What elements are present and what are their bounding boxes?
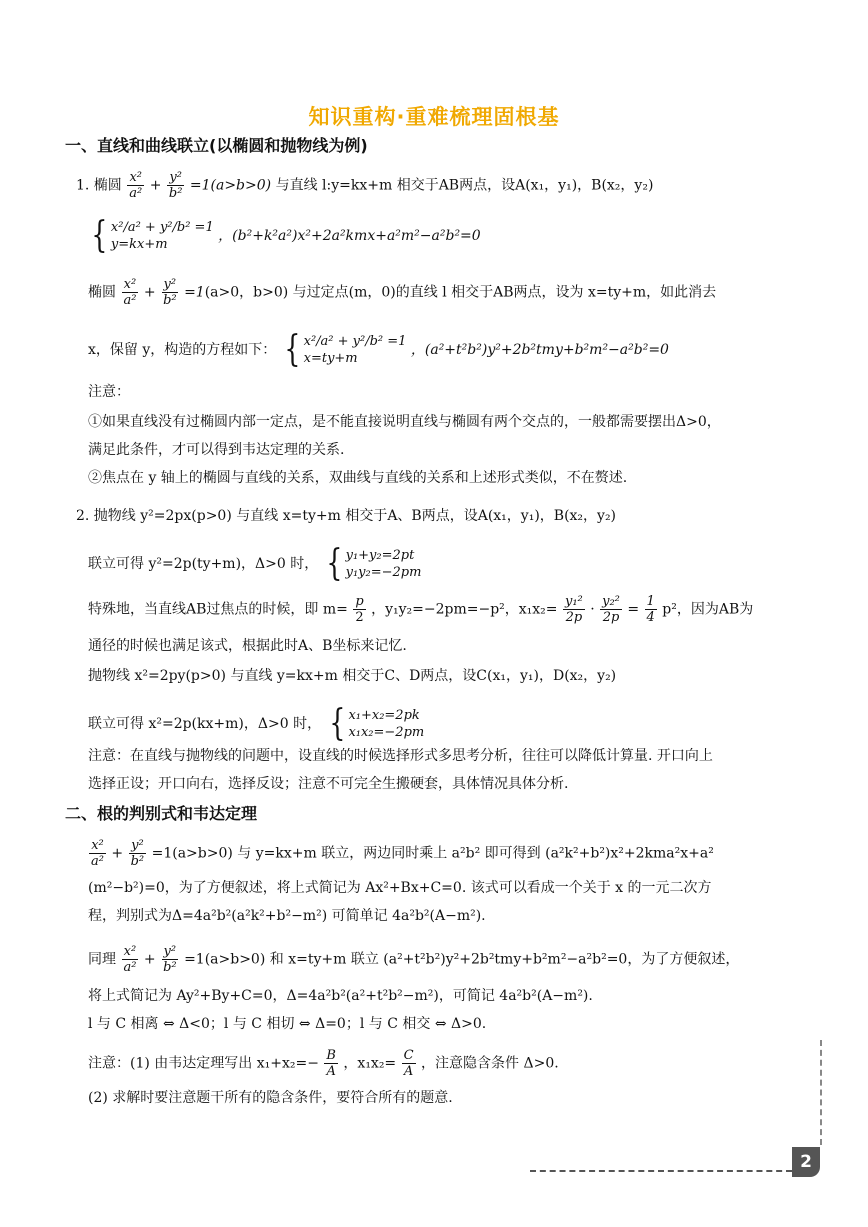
note-1-cont: 满足此条件，才可以得到韦达定理的关系. [88, 442, 345, 458]
special-b: ，y₁y₂=−2pm=−p²，x₁x₂= [371, 601, 558, 618]
left-brace-icon: { [328, 703, 346, 744]
item-1-label: 1. 椭圆 [76, 177, 122, 194]
sec2-line-4-text: =1(a>b>0) 和 x=ty+m 联立 (a²+t²b²)y²+2b²tmy+b²m²−a²b²=0，为了方便叙述， [184, 951, 740, 968]
section-1-heading: 一、直线和曲线联立(以椭圆和抛物线为例) [65, 136, 368, 155]
fraction-C-A: $\frac{C}{A}$ [403, 1048, 414, 1079]
special-d: p²，因为AB为 [662, 601, 754, 618]
note-3: 注意：在直线与抛物线的问题中，设直线的时候选择形式多思考分析，往往可以降低计算量. 开口向上 [88, 748, 713, 764]
item-1-line [76, 170, 653, 201]
note-1: ①如果直线没有过椭圆内部一定点，是不能直接说明直线与椭圆有两个交点的，一般都需要摆出Δ>0， [88, 414, 721, 430]
sec2-line-6: l 与 C 相离 ⇔ Δ<0；l 与 C 相切 ⇔ Δ=0；l 与 C 相交 ⇔ Δ>0. [88, 1016, 487, 1032]
dashed-divider-horizontal [530, 1170, 792, 1172]
sec2-line-5: 将上式简记为 Ay²+By+C=0，Δ=4a²b²(a²+t²b²−m²)，可简记 4a²b²(A−m²). [88, 988, 593, 1004]
plus-sign: + [143, 951, 156, 968]
plus-sign: + [111, 845, 124, 862]
special-a: 特殊地，当直线AB过焦点的时候，即 m= [88, 601, 348, 618]
note-label: 注意： [88, 384, 130, 400]
parabola-system-1 [88, 543, 422, 584]
sec2-line-1-text: =1(a>b>0) 与 y=kx+m 联立，两边同时乘上 a²b² 即可得到 (a²k²+b²)x²+2kma²x+a² [151, 845, 714, 862]
dashed-divider-vertical [820, 1040, 822, 1145]
fraction-y1sq-2p: $\frac{\text{y₁²}}{2p}$ [564, 594, 583, 625]
fraction-y2-b2: $\frac{\text{y²}}{\text{b²}}$ [130, 838, 145, 869]
fraction-y2-b2: $\frac{\text{y²}}{\text{b²}}$ [168, 170, 183, 201]
plus-sign: + [149, 177, 162, 194]
sec2-line-8: (2) 求解时要注意题干所有的隐含条件，要符合所有的题意. [88, 1090, 453, 1106]
sec2-line-4 [88, 944, 739, 975]
left-brace-icon: { [91, 215, 108, 256]
ellipse-2-text: (a>0，b>0) 与过定点(m，0)的直线 l 相交于AB两点，设为 x=ty+m，如此消去 [204, 284, 717, 301]
section-2-heading: 二、根的判别式和韦达定理 [65, 804, 258, 823]
note-2: ②焦点在 y 轴上的椭圆与直线的关系，双曲线与直线的关系和上述形式类似，不在赘述. [88, 470, 628, 486]
fraction-B-A: $\frac{B}{A}$ [326, 1048, 336, 1079]
note-3-cont: 选择正设；开口向右，选择反设；注意不可完全生搬硬套，具体情况具体分析. [88, 776, 569, 792]
plus-sign: + [143, 284, 156, 301]
fraction-y2sq-2p: $\frac{\text{y₂²}}{2p}$ [602, 594, 620, 625]
fraction-x2-a2: $\frac{\text{x²}}{\text{a²}}$ [123, 944, 137, 975]
ellipse-2-line: 椭圆 $\frac{\text{x²}}{\text{a²}}$ + $\frac{\text{y²}}{\text{b²}}$ =1(a>0，b>0) 与过定点(m，0)的直线 l 相交于AB两点，设为 x=ty+m，如此消去 [88, 277, 717, 308]
left-brace-icon: { [284, 329, 301, 370]
fraction-x2-a2: $\frac{\text{x²}}{\text{a²}}$ [91, 838, 104, 869]
vieta-product: ，x₁x₂= [343, 1055, 397, 1072]
system-1-result: ，(b²+k²a²)x²+2a²kmx+a²m²−a²b²=0 [218, 228, 481, 244]
page-title: 知识重构·重难梳理固根基 [308, 105, 560, 129]
system-2-result: ，(a²+t²b²)y²+2b²tmy+b²m²−a²b²=0 [410, 342, 669, 358]
parabola-2-line: 抛物线 x²=2py(p>0) 与直线 y=kx+m 相交于C、D两点，设C(x₁，y₁)，D(x₂，y₂) [88, 668, 617, 684]
sec2-line-7 [88, 1048, 559, 1079]
parabola-system-2 [88, 703, 425, 744]
equation-system: { y₁+y₂=2pt y₁y₂=−2pm [326, 543, 422, 584]
ellipse-label: 椭圆 [88, 284, 116, 301]
ellipse-2-line-2 [88, 329, 669, 370]
fraction-x2-a2: $\frac{\text{x²}}{\text{a²}}$ [123, 277, 137, 308]
page-number: 2 [792, 1147, 820, 1177]
sec2-line-4-prefix: 同理 [88, 951, 116, 968]
fraction-p-2: $\frac{p}{2}$ [355, 594, 364, 625]
equation-system: { x²/a² + y²/b² =1 x=ty+m [284, 329, 407, 370]
special-case-cont: 通径的时候也满足该式，根据此时A、B坐标来记忆. [88, 638, 407, 654]
special-case-line: 特殊地，当直线AB过焦点的时候，即 m= $\frac{p}{2}$ ，y₁y₂=−2pm=−p²，x₁x₂= $\frac{\text{y₁²}}{2p}$ · $\frac{\text{y₂²}}{2p}$ = $\frac{1}{4}$ p²，因为AB为 [88, 594, 754, 625]
special-c: = [627, 601, 640, 618]
item-1-text: 与直线 l:y=kx+m 相交于AB两点，设A(x₁，y₁)，B(x₂，y₂) [275, 177, 654, 194]
sec2-line-2: (m²−b²)=0，为了方便叙述，将上式简记为 Ax²+Bx+C=0. 该式可以看成一个关于 x 的一元二次方 [88, 880, 712, 896]
fraction-1-4: $\frac{1}{4}$ [646, 594, 655, 625]
fraction-y2-b2: $\frac{\text{y²}}{\text{b²}}$ [163, 944, 177, 975]
item-2-line: 2. 抛物线 y²=2px(p>0) 与直线 x=ty+m 相交于A、B两点，设A(x₁，y₁)，B(x₂，y₂) [76, 508, 617, 524]
ellipse-2-line-2-text: x，保留 y，构造的方程如下： [88, 342, 277, 358]
parabola-2-prefix: 联立可得 x²=2p(kx+m)，Δ>0 时， [88, 716, 322, 732]
sec2-line-1 [88, 838, 714, 869]
sec2-line-3: 程，判别式为Δ=4a²b²(a²k²+b²−m²) 可简单记 4a²b²(A−m²). [88, 908, 486, 924]
left-brace-icon: { [326, 543, 343, 584]
fraction-x2-a2: $\frac{\text{x²}}{\text{a²}}$ [129, 170, 143, 201]
fraction-y2-b2: $\frac{\text{y²}}{\text{b²}}$ [163, 277, 177, 308]
parabola-1-prefix: 联立可得 y²=2p(ty+m)，Δ>0 时， [88, 556, 319, 572]
system-1 [88, 215, 481, 256]
equation-system: { x²/a² + y²/b² =1 y=kx+m [91, 215, 214, 256]
equation-system: { x₁+x₂=2pk x₁x₂=−2pm [328, 703, 425, 744]
ellipse-condition: =1(a>b>0) [189, 177, 272, 194]
vieta-sum: 注意：(1) 由韦达定理写出 x₁+x₂=− [88, 1055, 319, 1072]
vieta-note: ，注意隐含条件 Δ>0. [421, 1055, 559, 1072]
